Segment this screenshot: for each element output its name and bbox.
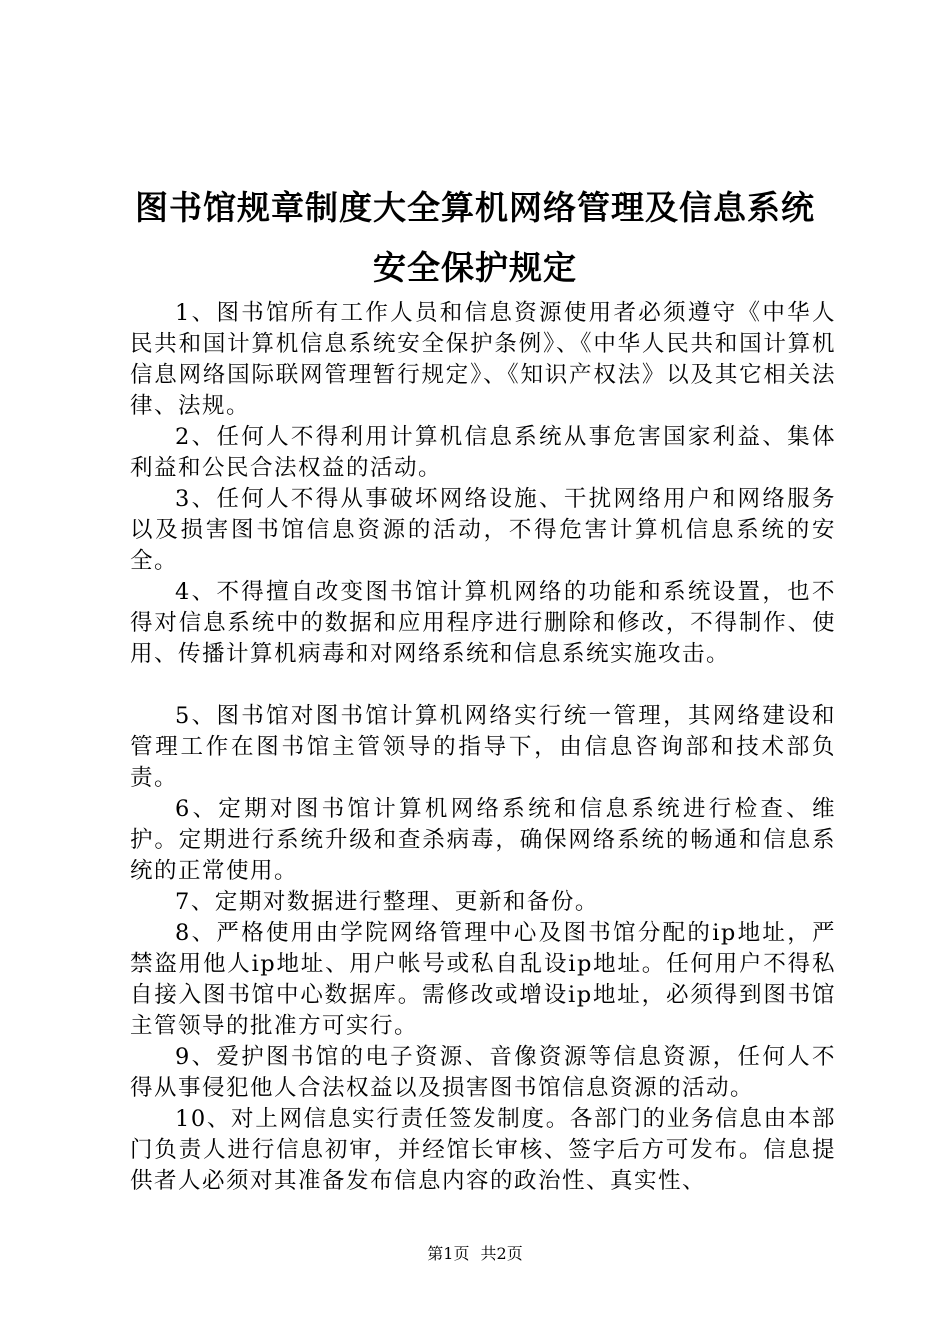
document-body [130,298,836,1197]
document-title-line-2: 安全保护规定 [373,248,577,287]
paragraph-2: 2、任何人不得利用计算机信息系统从事危害国家利益、集体利益和公民合法权益的活动。 [130,424,836,481]
paragraph-7: 7、定期对数据进行整理、更新和备份。 [175,889,599,915]
paragraph-6: 6、定期对图书馆计算机网络系统和信息系统进行检查、维护。定期进行系统升级和查杀病毒，确保网络系统的畅通和信息系统的正常使用。 [130,796,836,884]
page-footer [0,1244,950,1264]
page-number-current: 第1页 [427,1244,470,1263]
page-number-total: 共2页 [480,1244,523,1263]
paragraph-8: 8、严格使用由学院网络管理中心及图书馆分配的ip地址，严禁盗用他人ip地址、用户帐号或私自乱设ip地址。任何用户不得私自接入图书馆中心数据库。需修改或增设ip地址，必须得到图书馆主管领导的批准方可实行。 [130,920,836,1039]
paragraph-9: 9、爱护图书馆的电子资源、音像资源等信息资源，任何人不得从事侵犯他人合法权益以及损害图书馆信息资源的活动。 [130,1044,836,1101]
paragraph-10: 10、对上网信息实行责任签发制度。各部门的业务信息由本部门负责人进行信息初审，并经馆长审核、签字后方可发布。信息提供者人必须对其准备发布信息内容的政治性、真实性、 [130,1106,836,1194]
document-title-line-1: 图书馆规章制度大全算机网络管理及信息系统 [135,188,815,227]
paragraph-5: 5、图书馆对图书馆计算机网络实行统一管理，其网络建设和管理工作在图书馆主管领导的指导下，由信息咨询部和技术部负责。 [130,703,836,791]
paragraph-4: 4、不得擅自改变图书馆计算机网络的功能和系统设置，也不得对信息系统中的数据和应用程序进行删除和修改，不得制作、使用、传播计算机病毒和对网络系统和信息系统实施攻击。 [130,579,836,667]
paragraph-1: 1、图书馆所有工作人员和信息资源使用者必须遵守《中华人民共和国计算机信息系统安全保护条例》、《中华人民共和国计算机信息网络国际联网管理暂行规定》、《知识产权法》以及其它相关法律、法规。 [130,300,836,419]
paragraph-3: 3、任何人不得从事破坏网络设施、干扰网络用户和网络服务以及损害图书馆信息资源的活动，不得危害计算机信息系统的安全。 [130,486,836,574]
